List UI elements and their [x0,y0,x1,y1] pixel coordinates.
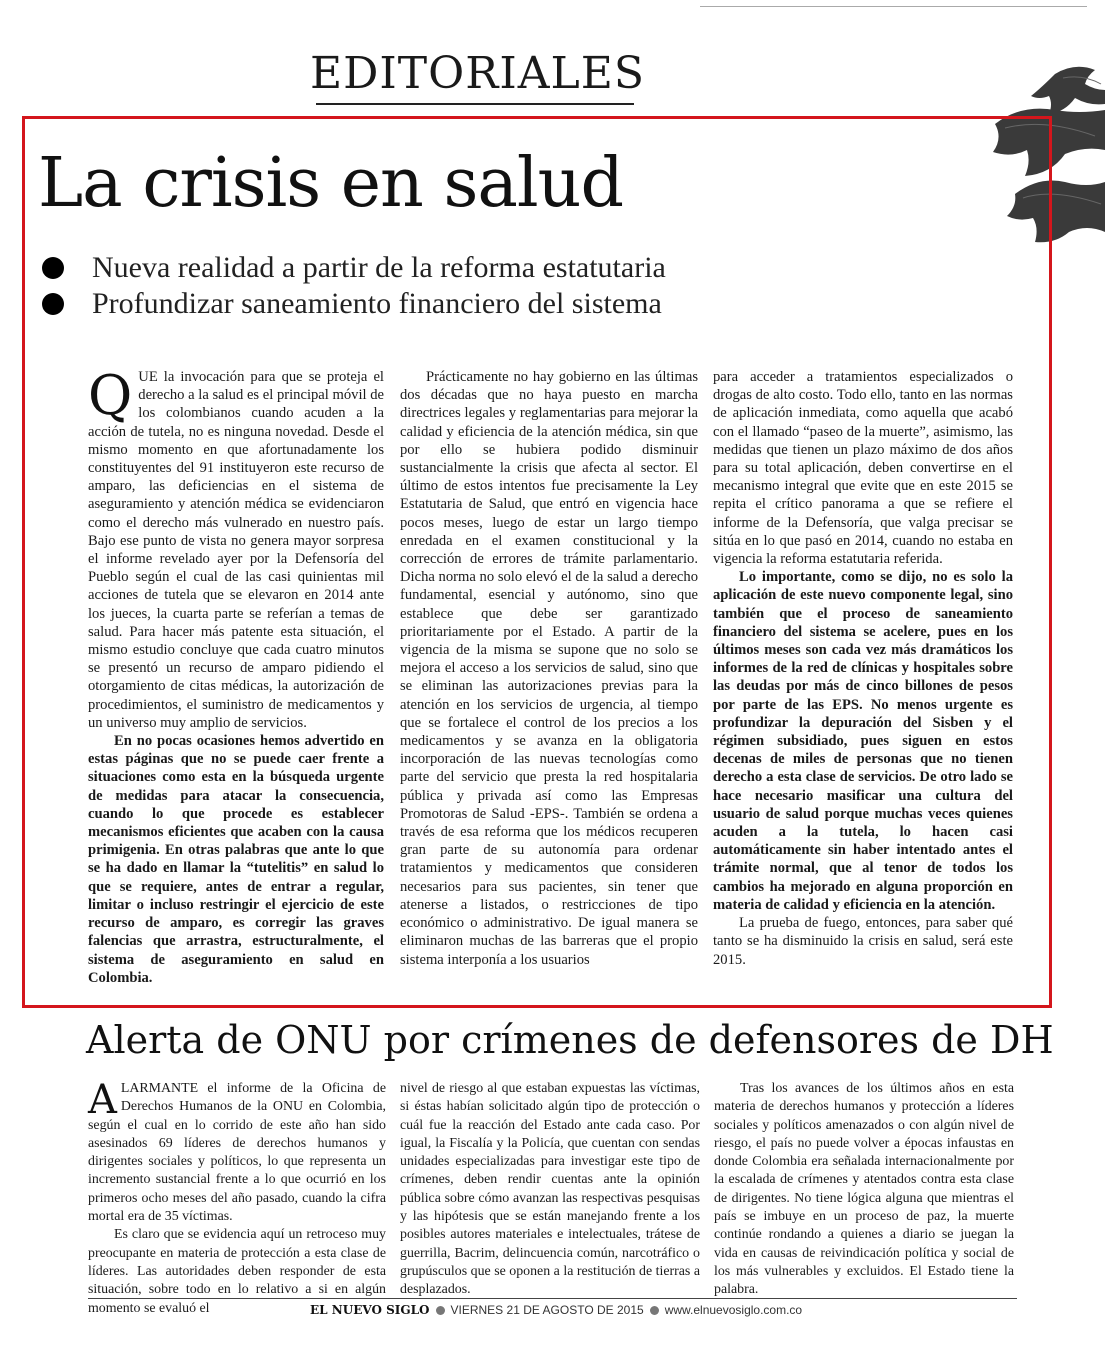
paragraph: Es claro que se evidencia aquí un retroceso muy preocupante en materia de protección a esta clase de líderes. Las autoridades deben responder de esta situación, sobre todo en lo relativo a si en algún momento se evaluó el [88,1227,386,1316]
newspaper-brand: EL NUEVO SIGLO [310,1303,430,1317]
dropcap: A [88,1077,117,1123]
paragraph: LARMANTE el informe de la Oficina de Derechos Humanos de la ONU en Colombia, según el cual en lo corrido de este año han sido asesinados 69 líderes de derechos humanos y dirigentes sociales y políticos, lo que representa un incremento sustancial frente a lo que ocurrió en los primeros ocho meses del año pasado, cuando la cifra mortal era de 35 víctimas. [88,1081,386,1225]
bullet-item: Profundizar saneamiento financiero del sistema [38,286,666,322]
bullet-dot-icon [42,293,64,315]
paragraph: Lo importante, como se dijo, no es solo la aplicación de este nuevo componente legal, sino también que el proceso de saneamiento financiero del sistema se acelere, pues en los últimos meses son cada vez más dramáticos los informes de la red de clínicas y hospitales sobre las deudas por más de cinco billones de pesos por parte de las EPS. No menos urgente es profundizar la depuración del Sisben y el régimen subsidiado, pues siguen en estos decenas de miles de personas que no tienen derecho a esta clase de servicios. De otro lado se hace necesario masificar una cultura del usuario de salud porque muchas veces quienes acuden a la tutela, lo hacen casi automáticamente sin haber intentado antes el trámite normal, que al tenor de todos los cambios ha mejorado en alguna proporción en materia de calidad y eficiencia en la atención. [713,569,1013,913]
footer-rule [88,1298,1017,1299]
separator-dot-icon [650,1306,659,1315]
page-footer [310,1303,802,1317]
paragraph: Prácticamente no hay gobierno en las últimas dos décadas que no haya puesto en marcha directrices legales y reglamentarias para mejorar la calidad y eficiencia de la atención médica, sin que por ello se hubiera podido disminuir sustancialmente la crisis que afecta al sector. El último de estos intentos fue precisamente la Ley Estatutaria de Salud, que entró en vigencia hace pocos meses, luego de estar un largo tiempo enredada en el examen constitucional y la corrección de errores de trámite parlamentario. Dicha norma no solo elevó el de la salud a derecho fundamental, esencial y autónomo, sino que establece que debe ser garantizado prioritariamente por el Estado. A partir de la vigencia de la misma se supone que no solo se mejora el acceso a los servicios de salud, sino que se eliminan las autorizaciones previas para la atención en los servicios de urgencia, al tiempo que se fortalece el control de los precios a los medicamentos y se avanza en la obligatoria incorporación de las nuevas tecnologías como parte del servicio que presta la red hospitalaria pública y privada así como las Empresas Promotoras de Salud -EPS-. También se ordena a través de esa reforma que los médicos recuperen gran parte de su autonomía para ordenar tratamientos y medicamentos que consideren necesarios para sus pacientes, sin tener que atenerse a listados, o restricciones de tipo económico o administrativo. De igual manera se eliminaron muchas de las barreras que el propio sistema interponía a los usuarios [400,369,698,968]
paragraph: La prueba de fuego, entonces, para saber qué tanto se ha disminuido la crisis en salud, será este 2015. [713,915,1013,968]
issue-date: VIERNES 21 DE AGOSTO DE 2015 [450,1303,644,1317]
dropcap: Q [88,364,133,427]
editorial-headline: La crisis en salud [38,144,623,223]
second-editorial-column-1 [88,1077,386,1318]
paragraph: para acceder a tratamientos especializados o drogas de alto costo. Todo ello, tanto en las normas de aplicación inmediata, como aquella que acabó con el llamado “paseo de la muerte”, asimismo, las medidas que tienen un plazo máximo de dos años para su total aplicación, deben convertirse en el mecanismo integral que evite que en este 2015 se repita el crítico panorama a que se refiere el informe de la Defensoría, que valga precisar se sitúa en lo que pasó en 2014, cuando no estaba en vigencia la reforma estatutaria referida. [713,369,1013,568]
paragraph: Tras los avances de los últimos años en esta materia de derechos humanos y protección a líderes sociales y políticos amenazados o con algún nivel de riesgo, el país no puede volver a épocas infaustas en donde Colombia era señalada internacionalmente por la escalada de crímenes y atentados contra esta clase de dirigentes. No tiene lógica alguna que mientras el país se imbuye en un proceso de paz, la muerte continúe rondando a quienes a diario se juegan la vida en causas de reivindicación política y social de los más vulnerables y excluidos. El Estado tiene la palabra. [714,1081,1014,1298]
second-editorial-column-3 [714,1080,1014,1300]
website-url: www.elnuevosiglo.com.co [664,1303,803,1317]
paragraph: En no pocas ocasiones hemos advertido en estas páginas que no se puede caer frente a situaciones como esta en la búsqueda urgente de medidas para atacar la consecuencia, cuando lo que procede es establecer mecanismos eficientes que acaben con la causa primigenia. En otras palabras que ante lo que se ha dado en llamar la “tutelitis” en salud lo que se requiere, antes de entrar a regular, limitar o incluso restringir el ejercicio de este recurso de amparo, es corregir las graves falencias que arrastra, estructuralmente, el sistema de aseguramiento en salud en Colombia. [88,733,384,986]
second-editorial-headline: Alerta de ONU por crímenes de defensores de DH [86,1018,1054,1062]
editorial-column-1 [88,364,384,987]
editorial-bullets [38,250,666,322]
paragraph: nivel de riesgo al que estaban expuestas las víctimas, si éstas habían solicitado algún tipo de protección o cuál fue la reacción del Estado ante cada caso. Por igual, la Fiscalía y la Policía, que cuentan con sendas unidades especializadas para investigar este tipo de crímenes, deben rendir cuentas ante la opinión pública sobre cómo avanzan las respectivas pesquisas y las hipótesis que se están manejando frente a los posibles autores materiales e intelectuales, trátese de guerrilla, Bacrim, delincuencia común, narcotráfico o grupúsculos que se oponen a la restitución de tierras a desplazados. [400,1081,700,1298]
bullet-dot-icon [42,257,64,279]
section-title: EDITORIALES [310,48,645,99]
editorial-column-2 [400,368,698,969]
editorial-column-3 [713,368,1013,969]
bullet-item: Nueva realidad a partir de la reforma estatutaria [38,250,666,286]
separator-dot-icon [436,1306,445,1315]
paragraph: UE la invocación para que se proteja el derecho a la salud es el principal móvil de los colombianos cuando acuden a la acción de tutela, no es ninguna novedad. Desde el mismo momento en que afortunadamente los constituyentes del 91 instituyeron este recurso de amparo, las deficiencias en el sistema de aseguramiento y atención médica se evidenciaron como el derecho más vulnerado en nuestro país. Bajo ese punto de vista no genera mayor sorpresa el informe revelado ayer por la Defensoría del Pueblo según el cual de las casi quinientas mil acciones de tutela que se elevaron en 2014 ante los jueces, la cuarta parte se referían a temas de salud. Para hacer más patente esta situación, el mismo estudio concluye que cada cuatro minutos se presentó un recurso de amparo pidiendo el otorgamiento de citas médicas, la autorización de procedimientos, el suministro de medicamentos y un universo muy amplio de servicios. [88,369,384,731]
top-rule [700,6,1087,7]
second-editorial-column-2 [400,1080,700,1300]
